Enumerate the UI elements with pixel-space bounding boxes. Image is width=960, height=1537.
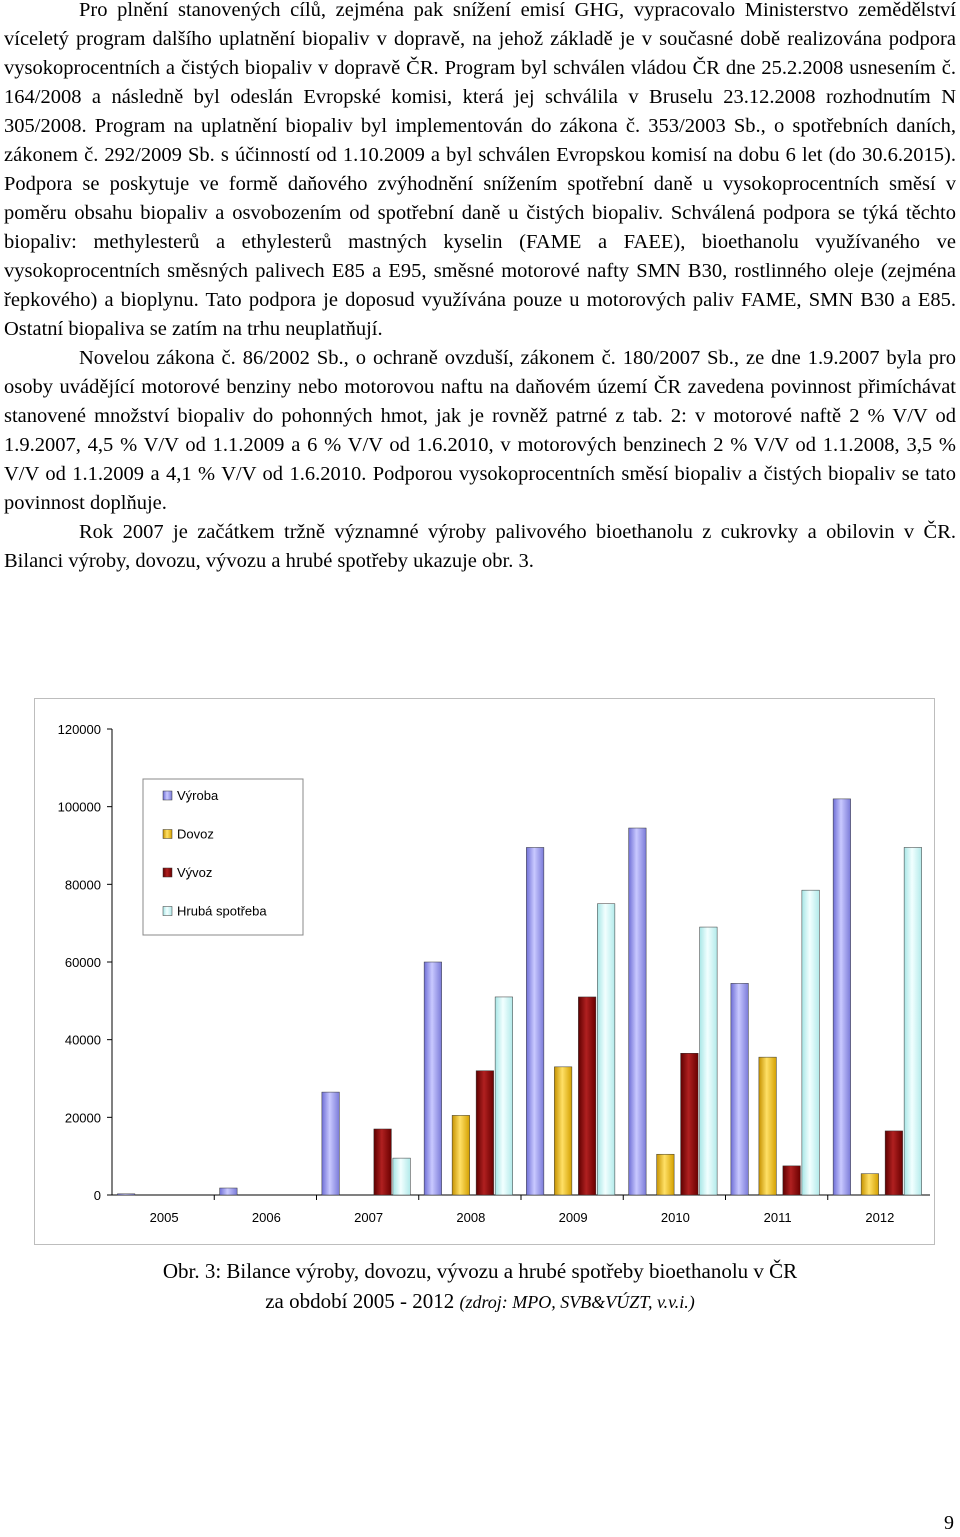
x-tick-label: 2012 xyxy=(865,1210,895,1225)
legend-swatch xyxy=(163,868,172,877)
bar-hrubá-spotřeba-2009 xyxy=(597,904,615,1195)
x-tick-label: 2006 xyxy=(251,1210,281,1225)
paragraph-3: Rok 2007 je začátkem tržně významné výroby palivového bioethanolu z cukrovky a obilovin v ČR. Bilanci výroby, dovozu, vývozu a hrubé spotřeby ukazuje obr. 3. xyxy=(4,521,956,572)
y-tick-label: 100000 xyxy=(57,799,101,815)
bar-dovoz-2012 xyxy=(861,1174,879,1195)
x-tick-label: 2005 xyxy=(149,1210,179,1225)
legend-label: Výroba xyxy=(177,788,219,803)
bar-výroba-2011 xyxy=(731,983,749,1195)
y-tick-label: 0 xyxy=(93,1188,101,1203)
bar-hrubá-spotřeba-2007 xyxy=(393,1158,411,1195)
x-tick-label: 2010 xyxy=(660,1210,690,1225)
bar-vývoz-2010 xyxy=(681,1053,699,1195)
caption-line-1: Obr. 3: Bilance výroby, dovozu, vývozu a hrubé spotřeby bioethanolu v ČR xyxy=(162,1259,798,1283)
paragraph-2: Novelou zákona č. 86/2002 Sb., o ochraně ovzduší, zákonem č. 180/2007 Sb., ze dne 1.9.2007 byla pro osoby uvádějící motorové benziny nebo motorovou naftu na daňovém území ČR zavedena povinnost přimíchávat stanovené množství biopaliv do pohonných hmot, jak je rovněž patrné z tab. 2: v motorové naftě 2 % V/V od 1.9.2007, 4,5 % V/V od 1.1.2009 a 6 % V/V od 1.6.2010, v motorových benzinech 2 % V/V od 1.1.2008, 3,5 % V/V od 1.1.2009 a 4,1 % V/V od 1.6.2010. Podporou vysokoprocentních směsí biopaliv a čistých biopaliv se tato povinnost doplňuje. xyxy=(4,347,956,514)
caption-source: (zdroj: MPO, SVB&VÚZT, v.v.i.) xyxy=(459,1292,695,1312)
bar-dovoz-2011 xyxy=(759,1057,777,1195)
figure-caption xyxy=(0,1256,960,1317)
legend-swatch xyxy=(163,830,172,839)
bar-hrubá-spotřeba-2012 xyxy=(904,847,922,1195)
bar-vývoz-2007 xyxy=(374,1129,392,1195)
x-tick-label: 2008 xyxy=(456,1210,486,1225)
bar-výroba-2008 xyxy=(424,962,442,1195)
bar-výroba-2007 xyxy=(322,1092,340,1195)
caption-line-2 xyxy=(0,1286,960,1317)
bar-výroba-2010 xyxy=(629,828,647,1195)
y-tick-label: 80000 xyxy=(64,877,101,893)
legend-label: Hrubá spotřeba xyxy=(177,903,267,919)
bar-vývoz-2011 xyxy=(783,1166,801,1195)
legend-label: Dovoz xyxy=(177,826,214,842)
legend-label: Vývoz xyxy=(177,865,213,880)
y-tick-label: 40000 xyxy=(64,1032,101,1048)
bar-hrubá-spotřeba-2008 xyxy=(495,997,513,1195)
bar-výroba-2009 xyxy=(526,847,544,1195)
paragraph-1: Pro plnění stanovených cílů, zejména pak snížení emisí GHG, vypracovalo Ministerstvo zemědělství víceletý program dalšího uplatnění biopaliv v dopravě, na jehož základě je v současné době realizována podpora vysokoprocentních a čistých biopaliv v dopravě ČR. Program byl schválen vládou ČR dne 25.2.2008 usnesením č. 164/2008 a následně byl odeslán Evropské komisi, která jej schválila v Bruselu 23.12.2008 rozhodnutím N 305/2008. Program na uplatnění biopaliv byl implementován do zákona č. 353/2003 Sb., o spotřebních daních, zákonem č. 292/2009 Sb. s účinností od 1.10.2009 a byl schválen Evropskou komisí na dobu 6 let (do 30.6.2015). Podpora se poskytuje ve formě daňového zvýhodnění snížením spotřební daně u vysokoprocentních směsí v poměru obsahu biopaliv a osvobozením od spotřební daně u čistých biopaliv. Schválená podpora se týká těchto biopaliv: methylesterů a ethylesterů mastných kyselin (FAME a FAEE), bioethanolu využívaného ve vysokoprocentních směsných palivech E85 a E95, směsné motorové nafty SMN B30, rostlinného oleje (zejména řepkového) a bioplynu. Tato podpora je doposud využívána pouze u motorových paliv FAME, SMN B30 a E85. Ostatní biopaliva se zatím na trhu neuplatňují. xyxy=(4,0,956,340)
bar-vývoz-2008 xyxy=(476,1071,494,1195)
chart-container xyxy=(34,698,935,1245)
legend-swatch xyxy=(163,907,172,916)
bar-vývoz-2012 xyxy=(885,1131,903,1195)
x-tick-label: 2011 xyxy=(763,1210,792,1225)
bar-dovoz-2009 xyxy=(554,1067,572,1195)
legend-swatch xyxy=(163,791,172,800)
bar-hrubá-spotřeba-2011 xyxy=(802,890,820,1195)
bar-vývoz-2009 xyxy=(578,997,596,1195)
y-tick-label: 120000 xyxy=(57,722,101,737)
chart-legend xyxy=(143,779,303,935)
bar-hrubá-spotřeba-2010 xyxy=(700,927,718,1195)
bar-dovoz-2010 xyxy=(657,1154,675,1195)
bar-výroba-2012 xyxy=(833,799,851,1195)
bar-výroba-2005 xyxy=(117,1194,135,1195)
page-number: 9 xyxy=(944,1512,954,1534)
y-tick-label: 20000 xyxy=(64,1110,101,1126)
x-tick-label: 2007 xyxy=(354,1210,384,1225)
bar-dovoz-2008 xyxy=(452,1115,470,1195)
caption-period: za období 2005 - 2012 xyxy=(265,1289,455,1313)
x-tick-label: 2009 xyxy=(558,1210,588,1225)
body-text xyxy=(4,0,956,576)
y-tick-label: 60000 xyxy=(64,955,101,970)
bioethanol-balance-chart xyxy=(35,699,936,1246)
bar-výroba-2006 xyxy=(220,1188,238,1195)
